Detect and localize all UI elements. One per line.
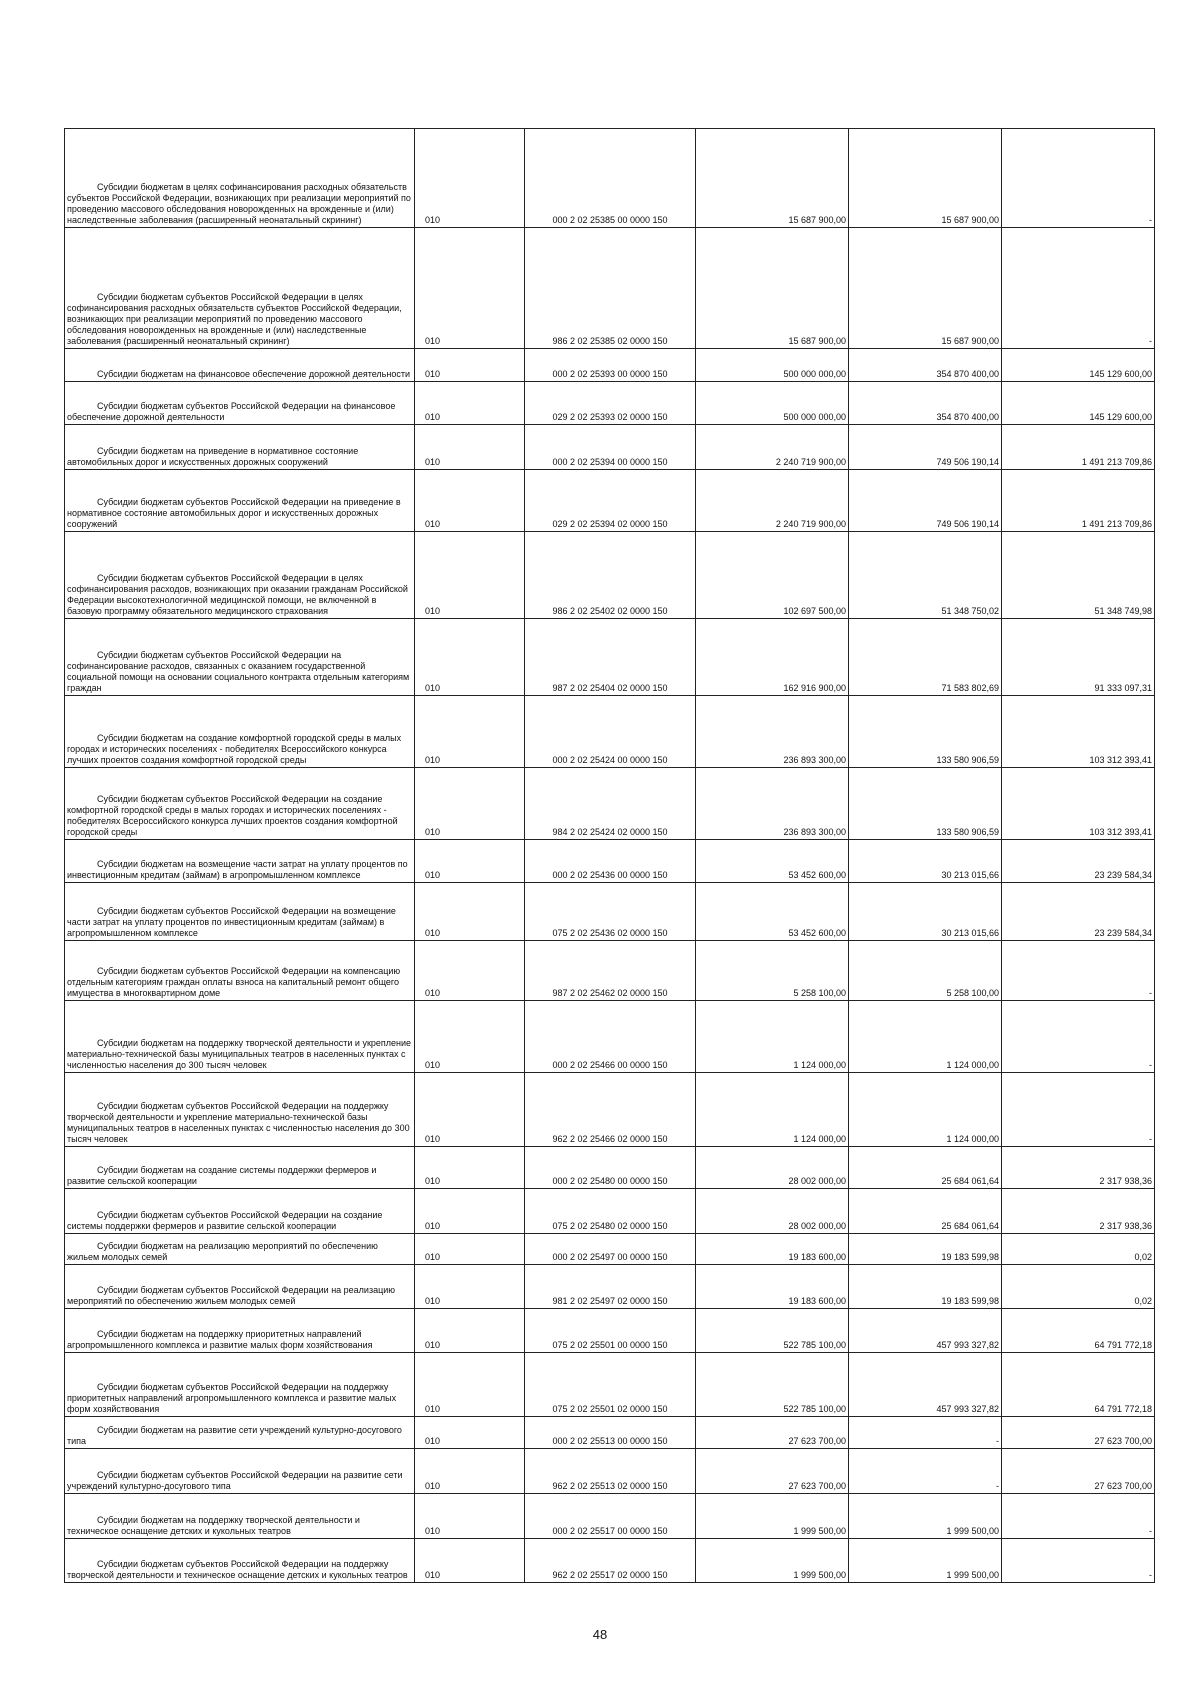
cell-name [65, 1189, 415, 1234]
row-name-text: Субсидии бюджетам на поддержку приоритетных направлений агропромышленного комплекса и развитие малых форм хозяйствования [67, 1329, 373, 1350]
cell-name [65, 470, 415, 532]
row-name-text: Субсидии бюджетам на создание системы поддержки фермеров и развитие сельской кооперации [67, 1165, 377, 1186]
cell-executed-amount: 133 580 906,59 [849, 696, 1002, 768]
row-name-text: Субсидии бюджетам субъектов Российской Федерации на поддержку творческой деятельности и укрепление материально-технической базы муниципальных театров в населенных пунктах с численностью населения до 300 тысяч человек [67, 1101, 410, 1144]
cell-line-code: 010 [415, 1189, 525, 1234]
cell-approved-amount: 162 916 900,00 [696, 619, 849, 696]
budget-execution-table [64, 128, 1155, 1583]
table-row [65, 425, 1155, 470]
cell-budget-classification-code: 962 2 02 25513 02 0000 150 [525, 1449, 696, 1494]
cell-name [65, 1001, 415, 1073]
cell-line-code: 010 [415, 1417, 525, 1449]
cell-executed-amount: 71 583 802,69 [849, 619, 1002, 696]
cell-remaining-amount: - [1002, 1494, 1155, 1539]
cell-approved-amount: 2 240 719 900,00 [696, 425, 849, 470]
cell-approved-amount: 28 002 000,00 [696, 1147, 849, 1189]
cell-line-code: 010 [415, 532, 525, 619]
cell-name [65, 532, 415, 619]
cell-budget-classification-code: 000 2 02 25497 00 0000 150 [525, 1234, 696, 1265]
cell-remaining-amount: 2 317 938,36 [1002, 1189, 1155, 1234]
cell-executed-amount: 1 999 500,00 [849, 1494, 1002, 1539]
row-name-text: Субсидии бюджетам субъектов Российской Федерации на поддержку творческой деятельности и техническое оснащение детских и кукольных театров [67, 1559, 408, 1580]
table-row [65, 768, 1155, 840]
cell-approved-amount: 27 623 700,00 [696, 1449, 849, 1494]
cell-budget-classification-code: 000 2 02 25436 00 0000 150 [525, 840, 696, 883]
cell-line-code: 010 [415, 1234, 525, 1265]
cell-line-code: 010 [415, 1073, 525, 1147]
cell-executed-amount: 51 348 750,02 [849, 532, 1002, 619]
cell-name [65, 883, 415, 941]
cell-line-code: 010 [415, 1265, 525, 1309]
cell-executed-amount: 30 213 015,66 [849, 840, 1002, 883]
cell-approved-amount: 19 183 600,00 [696, 1234, 849, 1265]
cell-executed-amount: 25 684 061,64 [849, 1189, 1002, 1234]
row-name-text: Субсидии бюджетам на реализацию мероприятий по обеспечению жильем молодых семей [67, 1241, 378, 1262]
cell-approved-amount: 5 258 100,00 [696, 941, 849, 1001]
cell-budget-classification-code: 987 2 02 25462 02 0000 150 [525, 941, 696, 1001]
table-row [65, 619, 1155, 696]
cell-approved-amount: 1 124 000,00 [696, 1001, 849, 1073]
cell-budget-classification-code: 000 2 02 25424 00 0000 150 [525, 696, 696, 768]
cell-name [65, 129, 415, 228]
cell-budget-classification-code: 000 2 02 25393 00 0000 150 [525, 349, 696, 382]
cell-approved-amount: 522 785 100,00 [696, 1309, 849, 1353]
row-name-text: Субсидии бюджетам субъектов Российской Федерации на приведение в нормативное состояние автомобильных дорог и искусственных дорожных сооружений [67, 497, 401, 529]
cell-line-code: 010 [415, 349, 525, 382]
cell-budget-classification-code: 000 2 02 25480 00 0000 150 [525, 1147, 696, 1189]
row-name-text: Субсидии бюджетам субъектов Российской Федерации на создание системы поддержки фермеров и развитие сельской кооперации [67, 1210, 383, 1231]
cell-approved-amount: 1 999 500,00 [696, 1539, 849, 1583]
cell-budget-classification-code: 987 2 02 25404 02 0000 150 [525, 619, 696, 696]
cell-name [65, 768, 415, 840]
cell-executed-amount: 25 684 061,64 [849, 1147, 1002, 1189]
cell-remaining-amount: 0,02 [1002, 1234, 1155, 1265]
cell-executed-amount: 1 124 000,00 [849, 1073, 1002, 1147]
cell-budget-classification-code: 029 2 02 25393 02 0000 150 [525, 382, 696, 425]
cell-name [65, 382, 415, 425]
cell-budget-classification-code: 075 2 02 25480 02 0000 150 [525, 1189, 696, 1234]
cell-line-code: 010 [415, 382, 525, 425]
cell-budget-classification-code: 029 2 02 25394 02 0000 150 [525, 470, 696, 532]
table-body [65, 129, 1155, 1583]
cell-budget-classification-code: 962 2 02 25517 02 0000 150 [525, 1539, 696, 1583]
cell-executed-amount: 19 183 599,98 [849, 1265, 1002, 1309]
cell-remaining-amount: 23 239 584,34 [1002, 840, 1155, 883]
table-row [65, 696, 1155, 768]
cell-remaining-amount: 27 623 700,00 [1002, 1417, 1155, 1449]
cell-approved-amount: 1 999 500,00 [696, 1494, 849, 1539]
table-row [65, 941, 1155, 1001]
table-row [65, 1449, 1155, 1494]
cell-executed-amount: - [849, 1449, 1002, 1494]
table-row [65, 1234, 1155, 1265]
cell-approved-amount: 102 697 500,00 [696, 532, 849, 619]
cell-executed-amount: 30 213 015,66 [849, 883, 1002, 941]
cell-executed-amount: 457 993 327,82 [849, 1353, 1002, 1417]
cell-approved-amount: 500 000 000,00 [696, 382, 849, 425]
cell-name [65, 1265, 415, 1309]
row-name-text: Субсидии бюджетам на возмещение части затрат на уплату процентов по инвестиционным кредитам (займам) в агропромышленном комплексе [67, 859, 408, 880]
page-number: 48 [592, 1627, 608, 1642]
row-name-text: Субсидии бюджетам субъектов Российской Федерации в целях софинансирования расходных обязательств субъектов Российской Федерации, возникающих при реализации мероприятий по проведению массового обследования новорожденных на врожденные и (или) наследственные заболевания (расширенный неонатальный скрининг) [67, 292, 402, 346]
cell-name [65, 1449, 415, 1494]
cell-remaining-amount: 145 129 600,00 [1002, 349, 1155, 382]
table-row [65, 382, 1155, 425]
cell-line-code: 010 [415, 1494, 525, 1539]
row-name-text: Субсидии бюджетам на поддержку творческой деятельности и техническое оснащение детских и кукольных театров [67, 1515, 360, 1536]
row-name-text: Субсидии бюджетам субъектов Российской Федерации на софинансирование расходов, связанных с оказанием государственной социальной помощи на основании социального контракта отдельным категориям граждан [67, 650, 410, 693]
table-row [65, 1147, 1155, 1189]
table-row [65, 1494, 1155, 1539]
cell-approved-amount: 500 000 000,00 [696, 349, 849, 382]
table-row [65, 1353, 1155, 1417]
row-name-text: Субсидии бюджетам на поддержку творческой деятельности и укрепление материально-технической базы муниципальных театров в населенных пунктах с численностью населения до 300 тысяч человек [67, 1038, 412, 1070]
cell-budget-classification-code: 075 2 02 25501 00 0000 150 [525, 1309, 696, 1353]
cell-name [65, 1353, 415, 1417]
cell-executed-amount: 1 999 500,00 [849, 1539, 1002, 1583]
cell-name [65, 696, 415, 768]
cell-approved-amount: 236 893 300,00 [696, 696, 849, 768]
cell-budget-classification-code: 075 2 02 25436 02 0000 150 [525, 883, 696, 941]
cell-line-code: 010 [415, 696, 525, 768]
row-name-text: Субсидии бюджетам на создание комфортной городской среды в малых городах и исторических поселениях - победителях Всероссийского конкурса лучших проектов создания комфортной городской среды [67, 733, 402, 765]
row-name-text: Субсидии бюджетам субъектов Российской Федерации на развитие сети учреждений культурно-досугового типа [67, 1470, 403, 1491]
cell-executed-amount: - [849, 1417, 1002, 1449]
cell-name [65, 619, 415, 696]
cell-budget-classification-code: 984 2 02 25424 02 0000 150 [525, 768, 696, 840]
cell-budget-classification-code: 986 2 02 25385 02 0000 150 [525, 228, 696, 349]
cell-line-code: 010 [415, 1539, 525, 1583]
cell-remaining-amount: 27 623 700,00 [1002, 1449, 1155, 1494]
row-name-text: Субсидии бюджетам субъектов Российской Федерации на поддержку приоритетных направлений агропромышленного комплекса и развитие малых форм хозяйствования [67, 1382, 397, 1414]
cell-line-code: 010 [415, 619, 525, 696]
cell-budget-classification-code: 986 2 02 25402 02 0000 150 [525, 532, 696, 619]
cell-remaining-amount: 51 348 749,98 [1002, 532, 1155, 619]
cell-approved-amount: 27 623 700,00 [696, 1417, 849, 1449]
cell-executed-amount: 133 580 906,59 [849, 768, 1002, 840]
cell-approved-amount: 28 002 000,00 [696, 1189, 849, 1234]
cell-approved-amount: 53 452 600,00 [696, 840, 849, 883]
table-row [65, 1309, 1155, 1353]
row-name-text: Субсидии бюджетам субъектов Российской Федерации на возмещение части затрат на уплату процентов по инвестиционным кредитам (займам) в агропромышленном комплексе [67, 906, 396, 938]
cell-name [65, 1539, 415, 1583]
table-row [65, 1539, 1155, 1583]
row-name-text: Субсидии бюджетам на финансовое обеспечение дорожной деятельности [97, 369, 410, 379]
cell-line-code: 010 [415, 768, 525, 840]
row-name-text: Субсидии бюджетам субъектов Российской Федерации в целях софинансирования расходов, возникающих при оказании гражданам Российской Федерации высокотехнологичной медицинской помощи, не включенной в базовую программу обязательного медицинского страхования [67, 573, 408, 616]
cell-name [65, 1494, 415, 1539]
row-name-text: Субсидии бюджетам в целях софинансирования расходных обязательств субъектов Российской Федерации, возникающих при реализации мероприятий по проведению массового обследования новорожденных на врожденные и (или) наследственные заболевания (расширенный неонатальный скрининг) [67, 182, 411, 225]
cell-budget-classification-code: 962 2 02 25466 02 0000 150 [525, 1073, 696, 1147]
cell-remaining-amount: 145 129 600,00 [1002, 382, 1155, 425]
row-name-text: Субсидии бюджетам субъектов Российской Федерации на финансовое обеспечение дорожной деятельности [67, 401, 396, 422]
cell-approved-amount: 15 687 900,00 [696, 129, 849, 228]
row-name-text: Субсидии бюджетам на приведение в нормативное состояние автомобильных дорог и искусственных дорожных сооружений [67, 446, 359, 467]
row-name-text: Субсидии бюджетам субъектов Российской Федерации на компенсацию отдельным категориям граждан оплаты взноса на капитальный ремонт общего имущества в многоквартирном доме [67, 966, 401, 998]
cell-executed-amount: 354 870 400,00 [849, 382, 1002, 425]
cell-remaining-amount: 91 333 097,31 [1002, 619, 1155, 696]
table-row [65, 840, 1155, 883]
cell-budget-classification-code: 000 2 02 25466 00 0000 150 [525, 1001, 696, 1073]
cell-executed-amount: 457 993 327,82 [849, 1309, 1002, 1353]
table-row [65, 129, 1155, 228]
cell-remaining-amount: 64 791 772,18 [1002, 1353, 1155, 1417]
cell-remaining-amount: 103 312 393,41 [1002, 696, 1155, 768]
row-name-text: Субсидии бюджетам субъектов Российской Федерации на реализацию мероприятий по обеспечению жильем молодых семей [67, 1285, 396, 1306]
cell-remaining-amount: 23 239 584,34 [1002, 883, 1155, 941]
cell-name [65, 425, 415, 470]
cell-line-code: 010 [415, 228, 525, 349]
cell-name [65, 228, 415, 349]
cell-line-code: 010 [415, 1353, 525, 1417]
table-row [65, 228, 1155, 349]
cell-name [65, 1234, 415, 1265]
table-row [65, 1073, 1155, 1147]
cell-line-code: 010 [415, 840, 525, 883]
cell-line-code: 010 [415, 883, 525, 941]
cell-executed-amount: 15 687 900,00 [849, 129, 1002, 228]
cell-name [65, 1309, 415, 1353]
cell-remaining-amount: - [1002, 1001, 1155, 1073]
cell-budget-classification-code: 000 2 02 25517 00 0000 150 [525, 1494, 696, 1539]
cell-approved-amount: 1 124 000,00 [696, 1073, 849, 1147]
cell-budget-classification-code: 075 2 02 25501 02 0000 150 [525, 1353, 696, 1417]
cell-budget-classification-code: 000 2 02 25513 00 0000 150 [525, 1417, 696, 1449]
cell-approved-amount: 236 893 300,00 [696, 768, 849, 840]
table-row [65, 349, 1155, 382]
cell-approved-amount: 53 452 600,00 [696, 883, 849, 941]
cell-budget-classification-code: 000 2 02 25394 00 0000 150 [525, 425, 696, 470]
cell-approved-amount: 522 785 100,00 [696, 1353, 849, 1417]
cell-approved-amount: 15 687 900,00 [696, 228, 849, 349]
cell-executed-amount: 5 258 100,00 [849, 941, 1002, 1001]
cell-name [65, 1073, 415, 1147]
table-row [65, 1265, 1155, 1309]
cell-budget-classification-code: 000 2 02 25385 00 0000 150 [525, 129, 696, 228]
cell-remaining-amount: - [1002, 1539, 1155, 1583]
cell-line-code: 010 [415, 129, 525, 228]
cell-name [65, 840, 415, 883]
cell-executed-amount: 15 687 900,00 [849, 228, 1002, 349]
cell-name [65, 941, 415, 1001]
cell-executed-amount: 19 183 599,98 [849, 1234, 1002, 1265]
cell-remaining-amount: - [1002, 129, 1155, 228]
cell-remaining-amount: 103 312 393,41 [1002, 768, 1155, 840]
table-row [65, 1001, 1155, 1073]
table-row [65, 1189, 1155, 1234]
cell-remaining-amount: - [1002, 941, 1155, 1001]
cell-line-code: 010 [415, 941, 525, 1001]
cell-name [65, 349, 415, 382]
cell-remaining-amount: 64 791 772,18 [1002, 1309, 1155, 1353]
cell-line-code: 010 [415, 1449, 525, 1494]
table-row [65, 883, 1155, 941]
cell-remaining-amount: 1 491 213 709,86 [1002, 425, 1155, 470]
cell-remaining-amount: 1 491 213 709,86 [1002, 470, 1155, 532]
row-name-text: Субсидии бюджетам субъектов Российской Федерации на создание комфортной городской среды в малых городах и исторических поселениях - победителях Всероссийского конкурса лучших проектов создания комфортной городской среды [67, 794, 398, 837]
cell-remaining-amount: - [1002, 1073, 1155, 1147]
cell-line-code: 010 [415, 1001, 525, 1073]
cell-remaining-amount: 0,02 [1002, 1265, 1155, 1309]
cell-budget-classification-code: 981 2 02 25497 02 0000 150 [525, 1265, 696, 1309]
cell-line-code: 010 [415, 425, 525, 470]
table-row [65, 1417, 1155, 1449]
cell-executed-amount: 354 870 400,00 [849, 349, 1002, 382]
cell-line-code: 010 [415, 1309, 525, 1353]
cell-name [65, 1147, 415, 1189]
cell-approved-amount: 2 240 719 900,00 [696, 470, 849, 532]
cell-remaining-amount: - [1002, 228, 1155, 349]
cell-executed-amount: 1 124 000,00 [849, 1001, 1002, 1073]
cell-remaining-amount: 2 317 938,36 [1002, 1147, 1155, 1189]
cell-line-code: 010 [415, 470, 525, 532]
cell-executed-amount: 749 506 190,14 [849, 470, 1002, 532]
cell-approved-amount: 19 183 600,00 [696, 1265, 849, 1309]
table-row [65, 470, 1155, 532]
cell-name [65, 1417, 415, 1449]
cell-line-code: 010 [415, 1147, 525, 1189]
table-row [65, 532, 1155, 619]
row-name-text: Субсидии бюджетам на развитие сети учреждений культурно-досугового типа [67, 1425, 402, 1446]
cell-executed-amount: 749 506 190,14 [849, 425, 1002, 470]
